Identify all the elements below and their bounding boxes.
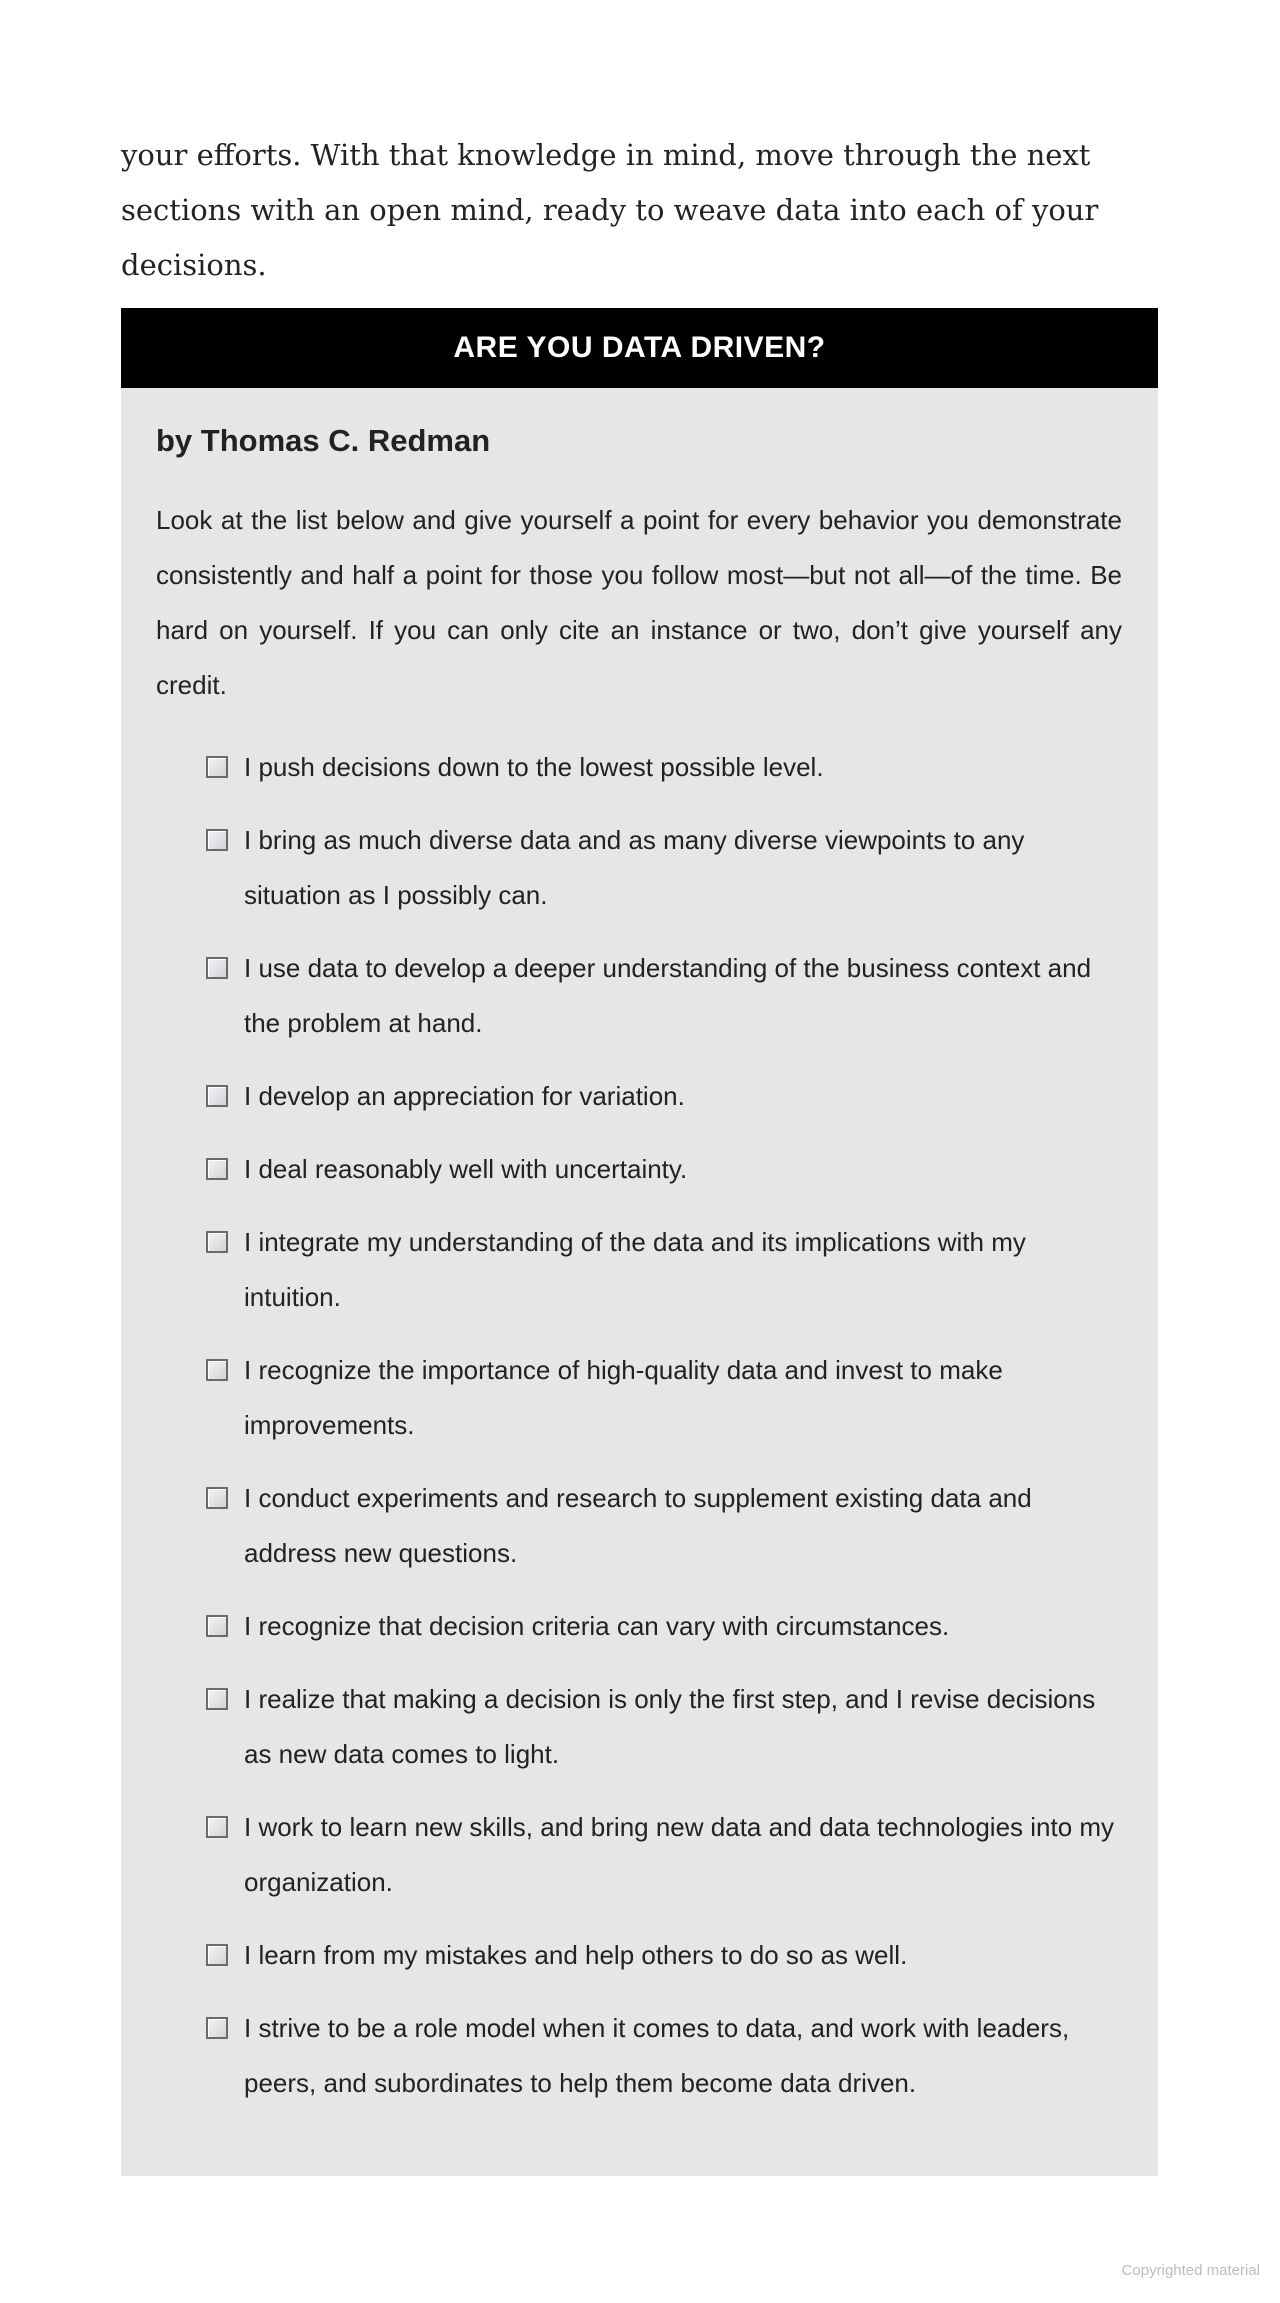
checkbox-icon[interactable] — [206, 1688, 228, 1710]
checkbox-icon[interactable] — [206, 1816, 228, 1838]
checklist-item-text: I recognize the importance of high-quality data and invest to make improvements. — [244, 1355, 1003, 1440]
checklist-item — [206, 1672, 1126, 1782]
checklist-item-text: I push decisions down to the lowest possible level. — [244, 752, 824, 782]
sidebar-title: ARE YOU DATA DRIVEN? — [121, 308, 1158, 388]
checklist-item-text: I deal reasonably well with uncertainty. — [244, 1154, 688, 1184]
behavior-checklist — [206, 740, 1126, 2129]
checkbox-icon[interactable] — [206, 1487, 228, 1509]
checkbox-icon[interactable] — [206, 1359, 228, 1381]
checklist-item — [206, 2001, 1126, 2111]
checklist-item-text: I bring as much diverse data and as many diverse viewpoints to any situation as I possibly can. — [244, 825, 1025, 910]
checklist-item — [206, 1800, 1126, 1910]
copyright-notice: Copyrighted material — [1121, 2262, 1260, 2279]
data-driven-sidebar — [121, 308, 1158, 2176]
checkbox-icon[interactable] — [206, 756, 228, 778]
checklist-item-text: I use data to develop a deeper understanding of the business context and the problem at hand. — [244, 953, 1092, 1038]
checklist-item — [206, 941, 1126, 1051]
checkbox-icon[interactable] — [206, 1944, 228, 1966]
checklist-item — [206, 1142, 1126, 1197]
checkbox-icon[interactable] — [206, 829, 228, 851]
checkbox-icon[interactable] — [206, 1231, 228, 1253]
checklist-item — [206, 1069, 1126, 1124]
checkbox-icon[interactable] — [206, 957, 228, 979]
checklist-item-text: I develop an appreciation for variation. — [244, 1081, 685, 1111]
checklist-item-text: I realize that making a decision is only the first step, and I revise decisions as new data comes to light. — [244, 1684, 1096, 1769]
checklist-item — [206, 1928, 1126, 1983]
checklist-item — [206, 1599, 1126, 1654]
checklist-item-text: I integrate my understanding of the data and its implications with my intuition. — [244, 1227, 1026, 1312]
checklist-item-text: I work to learn new skills, and bring new data and data technologies into my organization. — [244, 1812, 1115, 1897]
checklist-item-text: I strive to be a role model when it comes to data, and work with leaders, peers, and subordinates to help them become data driven. — [244, 2013, 1070, 2098]
checklist-item — [206, 740, 1126, 795]
checklist-item-text: I conduct experiments and research to supplement existing data and address new questions. — [244, 1483, 1032, 1568]
checkbox-icon[interactable] — [206, 2017, 228, 2039]
intro-paragraph: your efforts. With that knowledge in mind, move through the next sections with an open mind, ready to weave data into each of your decisions. — [121, 138, 1099, 282]
checkbox-icon[interactable] — [206, 1615, 228, 1637]
checklist-item-text: I learn from my mistakes and help others to do so as well. — [244, 1940, 908, 1970]
instructions-paragraph: Look at the list below and give yourself a point for every behavior you demonstrate consistently and half a point for those you follow most—but not all—of the time. Be hard on yourself. If you can only cite an instance or two, don’t give yourself any credit. — [156, 505, 1122, 700]
author-byline: by Thomas C. Redman — [156, 423, 491, 458]
checklist-item — [206, 1343, 1126, 1453]
checkbox-icon[interactable] — [206, 1085, 228, 1107]
checklist-item — [206, 1471, 1126, 1581]
checkbox-icon[interactable] — [206, 1158, 228, 1180]
checklist-item — [206, 813, 1126, 923]
checklist-item — [206, 1215, 1126, 1325]
checklist-item-text: I recognize that decision criteria can vary with circumstances. — [244, 1611, 950, 1641]
